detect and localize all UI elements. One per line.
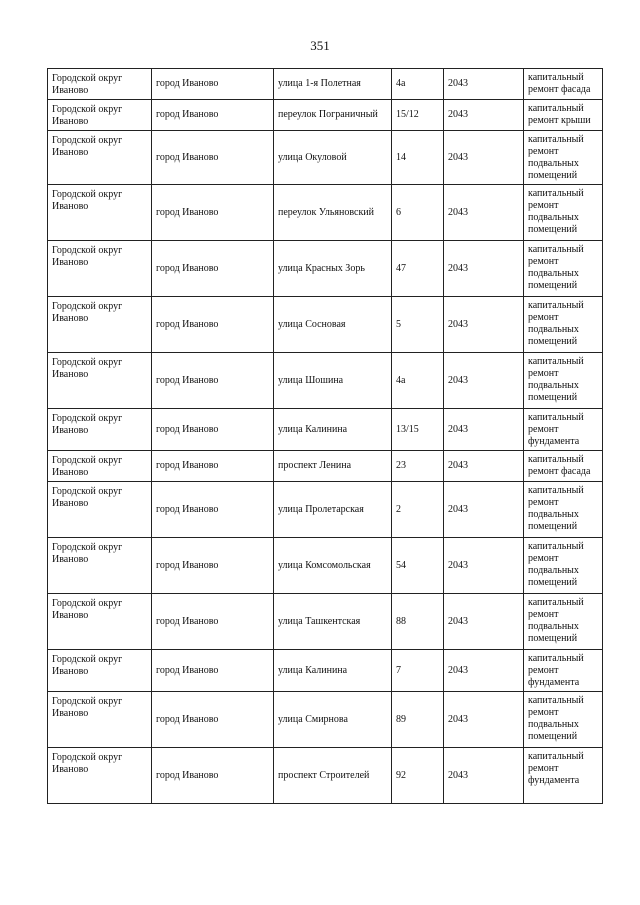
work-type-cell: капитальный ремонт крыши — [524, 100, 603, 131]
work-type-cell: капитальный ремонт подвальных помещений — [524, 297, 603, 353]
street-cell: улица Калинина — [274, 650, 392, 692]
street-cell: улица Окуловой — [274, 131, 392, 185]
street-cell: проспект Строителей — [274, 748, 392, 804]
year-cell: 2043 — [444, 241, 524, 297]
year-cell: 2043 — [444, 69, 524, 100]
table-row — [48, 482, 603, 538]
house-number-cell: 47 — [392, 241, 444, 297]
district-cell: Городской округ Иваново — [48, 482, 152, 538]
district-cell: Городской округ Иваново — [48, 353, 152, 409]
house-number-cell: 89 — [392, 692, 444, 748]
district-cell: Городской округ Иваново — [48, 100, 152, 131]
year-cell: 2043 — [444, 451, 524, 482]
street-cell: улица Калинина — [274, 409, 392, 451]
street-cell: улица Смирнова — [274, 692, 392, 748]
table-row — [48, 409, 603, 451]
district-cell: Городской округ Иваново — [48, 131, 152, 185]
city-cell: город Иваново — [152, 692, 274, 748]
street-cell: улица Шошина — [274, 353, 392, 409]
work-type-cell: капитальный ремонт подвальных помещений — [524, 594, 603, 650]
house-number-cell: 6 — [392, 185, 444, 241]
year-cell: 2043 — [444, 538, 524, 594]
house-number-cell: 23 — [392, 451, 444, 482]
table-row — [48, 650, 603, 692]
district-cell: Городской округ Иваново — [48, 69, 152, 100]
street-cell: улица Сосновая — [274, 297, 392, 353]
house-number-cell: 13/15 — [392, 409, 444, 451]
street-cell: переулок Пограничный — [274, 100, 392, 131]
city-cell: город Иваново — [152, 594, 274, 650]
city-cell: город Иваново — [152, 185, 274, 241]
table-row — [48, 241, 603, 297]
year-cell: 2043 — [444, 100, 524, 131]
house-number-cell: 5 — [392, 297, 444, 353]
district-cell: Городской округ Иваново — [48, 650, 152, 692]
house-number-cell: 88 — [392, 594, 444, 650]
street-cell: улица Ташкентская — [274, 594, 392, 650]
work-type-cell: капитальный ремонт фундамента — [524, 650, 603, 692]
work-type-cell: капитальный ремонт подвальных помещений — [524, 241, 603, 297]
house-number-cell: 54 — [392, 538, 444, 594]
year-cell: 2043 — [444, 409, 524, 451]
house-number-cell: 15/12 — [392, 100, 444, 131]
city-cell: город Иваново — [152, 131, 274, 185]
street-cell: улица 1-я Полетная — [274, 69, 392, 100]
city-cell: город Иваново — [152, 482, 274, 538]
district-cell: Городской округ Иваново — [48, 692, 152, 748]
city-cell: город Иваново — [152, 100, 274, 131]
city-cell: город Иваново — [152, 650, 274, 692]
district-cell: Городской округ Иваново — [48, 748, 152, 804]
year-cell: 2043 — [444, 692, 524, 748]
house-number-cell: 14 — [392, 131, 444, 185]
repair-schedule-table — [47, 68, 603, 804]
city-cell: город Иваново — [152, 538, 274, 594]
year-cell: 2043 — [444, 297, 524, 353]
work-type-cell: капитальный ремонт подвальных помещений — [524, 185, 603, 241]
district-cell: Городской округ Иваново — [48, 538, 152, 594]
city-cell: город Иваново — [152, 409, 274, 451]
city-cell: город Иваново — [152, 69, 274, 100]
house-number-cell: 92 — [392, 748, 444, 804]
work-type-cell: капитальный ремонт фасада — [524, 69, 603, 100]
table-row — [48, 353, 603, 409]
district-cell: Городской округ Иваново — [48, 409, 152, 451]
work-type-cell: капитальный ремонт фасада — [524, 451, 603, 482]
work-type-cell: капитальный ремонт подвальных помещений — [524, 692, 603, 748]
work-type-cell: капитальный ремонт подвальных помещений — [524, 482, 603, 538]
house-number-cell: 7 — [392, 650, 444, 692]
table-row — [48, 451, 603, 482]
city-cell: город Иваново — [152, 748, 274, 804]
table-row — [48, 131, 603, 185]
year-cell: 2043 — [444, 185, 524, 241]
table-row — [48, 100, 603, 131]
year-cell: 2043 — [444, 482, 524, 538]
work-type-cell: капитальный ремонт фундамента — [524, 409, 603, 451]
house-number-cell: 4а — [392, 353, 444, 409]
district-cell: Городской округ Иваново — [48, 297, 152, 353]
city-cell: город Иваново — [152, 297, 274, 353]
house-number-cell: 4а — [392, 69, 444, 100]
work-type-cell: капитальный ремонт подвальных помещений — [524, 353, 603, 409]
year-cell: 2043 — [444, 353, 524, 409]
district-cell: Городской округ Иваново — [48, 241, 152, 297]
year-cell: 2043 — [444, 650, 524, 692]
city-cell: город Иваново — [152, 353, 274, 409]
house-number-cell: 2 — [392, 482, 444, 538]
street-cell: улица Красных Зорь — [274, 241, 392, 297]
city-cell: город Иваново — [152, 451, 274, 482]
table-body — [48, 69, 603, 804]
table-row — [48, 748, 603, 804]
work-type-cell: капитальный ремонт фундамента — [524, 748, 603, 804]
table-row — [48, 297, 603, 353]
street-cell: улица Пролетарская — [274, 482, 392, 538]
district-cell: Городской округ Иваново — [48, 451, 152, 482]
year-cell: 2043 — [444, 594, 524, 650]
district-cell: Городской округ Иваново — [48, 594, 152, 650]
year-cell: 2043 — [444, 748, 524, 804]
work-type-cell: капитальный ремонт подвальных помещений — [524, 538, 603, 594]
work-type-cell: капитальный ремонт подвальных помещений — [524, 131, 603, 185]
year-cell: 2043 — [444, 131, 524, 185]
district-cell: Городской округ Иваново — [48, 185, 152, 241]
table-row — [48, 185, 603, 241]
table-row — [48, 594, 603, 650]
street-cell: проспект Ленина — [274, 451, 392, 482]
street-cell: переулок Ульяновский — [274, 185, 392, 241]
table-row — [48, 69, 603, 100]
table-row — [48, 538, 603, 594]
street-cell: улица Комсомольская — [274, 538, 392, 594]
page-number: 351 — [310, 38, 330, 53]
table-row — [48, 692, 603, 748]
city-cell: город Иваново — [152, 241, 274, 297]
